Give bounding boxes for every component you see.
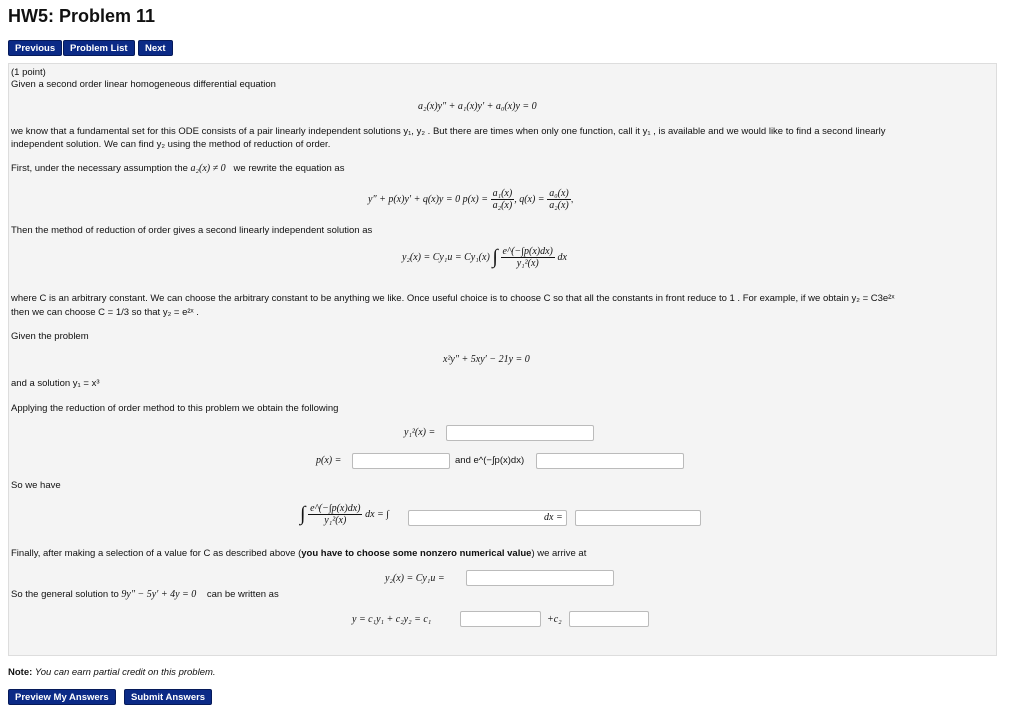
given-text: Given the problem [11,331,89,342]
p-input[interactable] [352,453,450,469]
points-label: (1 point) [11,67,46,78]
finally-text [11,548,586,559]
so-we-have-text: So we have [11,480,61,491]
dx-label: dx = [544,512,563,523]
first-math: a₂(x) ≠ 0 [190,163,226,174]
where-text-1: where C is an arbitrary constant. We can choose the arbitrary constant to be anything we like. Once useful choice is to choose C so that all the constants in front reduce to 1 . For example, if we obtain y₂ = C3e²ˣ [11,293,895,304]
general-solution-label: y = c₁y₁ + c₂y₂ = c₁ [352,614,432,625]
problem-equation: x²y″ + 5xy′ − 21y = 0 [443,354,530,365]
next-button[interactable]: Next [138,40,173,56]
page-title: HW5: Problem 11 [8,6,156,26]
int-fraction [308,503,362,526]
first-b: we rewrite the equation as [233,163,345,174]
note-text: You can earn partial credit on this problem. [34,667,216,678]
note-label: Note: [8,667,33,678]
integral-icon: ∫ [492,246,498,268]
p-den: a₂(x) [492,200,513,211]
eq2-text: y″ + p(x)y′ + q(x)y = 0 p(x) = [368,194,488,206]
integral-expression [300,503,389,526]
c2-label: +c₂ [547,614,562,625]
know-text-1: we know that a fundamental set for this ODE consists of a pair linearly independent solutions y₁, y₂ . But there are times when only one function, call it y₁ , is available and we would like to find a second linearly [11,126,886,137]
q-fraction [547,188,571,211]
p-label: p(x) = [316,455,342,466]
y1-squared-input[interactable] [446,425,594,441]
submit-answers-button[interactable]: Submit Answers [124,689,212,705]
first-text [11,163,344,174]
c2-input[interactable] [569,611,649,627]
general-text [11,589,279,600]
exp-input[interactable] [536,453,684,469]
int-den: y₁²(x) [324,515,347,526]
y2-label: y₂(x) = Cy₁u = [385,573,445,584]
q-den: a₂(x) [549,200,569,211]
eq3-den: y₁²(x) [516,258,539,269]
eq3-fraction [501,246,555,269]
equation-general: a₂(x)y″ + a₁(x)y′ + a₀(x)y = 0 [418,101,537,112]
equation-standard: y″ + p(x)y′ + q(x)y = 0 p(x) = $\frac{\text{a₁(x)}}{\text{a₂(x)}}$ , q(x) = $\frac{\text{a₀(x)}}{\text{a₂(x)}}$ , [368,188,574,211]
q-num: a₀(x) [549,188,569,199]
problem-list-button[interactable]: Problem List [63,40,135,56]
integral-result-input[interactable] [575,510,701,526]
note [8,667,216,678]
general-math: 9y″ − 5y′ + 4y = 0 [121,589,197,600]
equation-reduction [402,246,567,269]
general-b: can be written as [206,589,279,600]
general-a: So the general solution to [11,589,119,600]
solution-text: and a solution y₁ = x³ [11,378,100,389]
intro-text: Given a second order linear homogeneous differential equation [11,79,276,90]
int-mid: dx = ∫ [365,509,390,521]
c1-input[interactable] [460,611,541,627]
finally-c: ) we arrive at [531,548,587,559]
int-num: e^(−∫p(x)dx) [310,503,361,514]
y1-squared-label: y₁²(x) = [404,427,436,438]
applying-text: Applying the reduction of order method to this problem we obtain the following [11,403,339,414]
eq3-num: e^(−∫p(x)dx) [502,246,553,257]
finally-bold: you have to choose some nonzero numerical value [301,548,532,559]
then-text: Then the method of reduction of order gives a second linearly independent solution as [11,225,373,236]
first-a: First, under the necessary assumption the [11,163,188,174]
where-text-2: then we can choose C = 1/3 so that y₂ = e²ˣ . [11,307,199,318]
integral-icon: ∫ [300,503,306,525]
p-fraction [491,188,515,211]
eq3-dx: dx [557,252,567,264]
finally-a: Finally, after making a selection of a value for C as described above ( [11,548,302,559]
p-num: a₁(x) [492,188,513,199]
eq2-q: , q(x) = [514,194,545,206]
exp-label: and e^(−∫p(x)dx) [455,455,525,466]
previous-button[interactable]: Previous [8,40,62,56]
preview-answers-button[interactable]: Preview My Answers [8,689,116,705]
eq3-text: y₂(x) = Cy₁u = Cy₁(x) [402,252,490,264]
y2-input[interactable] [466,570,614,586]
know-text-2: independent solution. We can find y₂ using the method of reduction of order. [11,139,331,150]
